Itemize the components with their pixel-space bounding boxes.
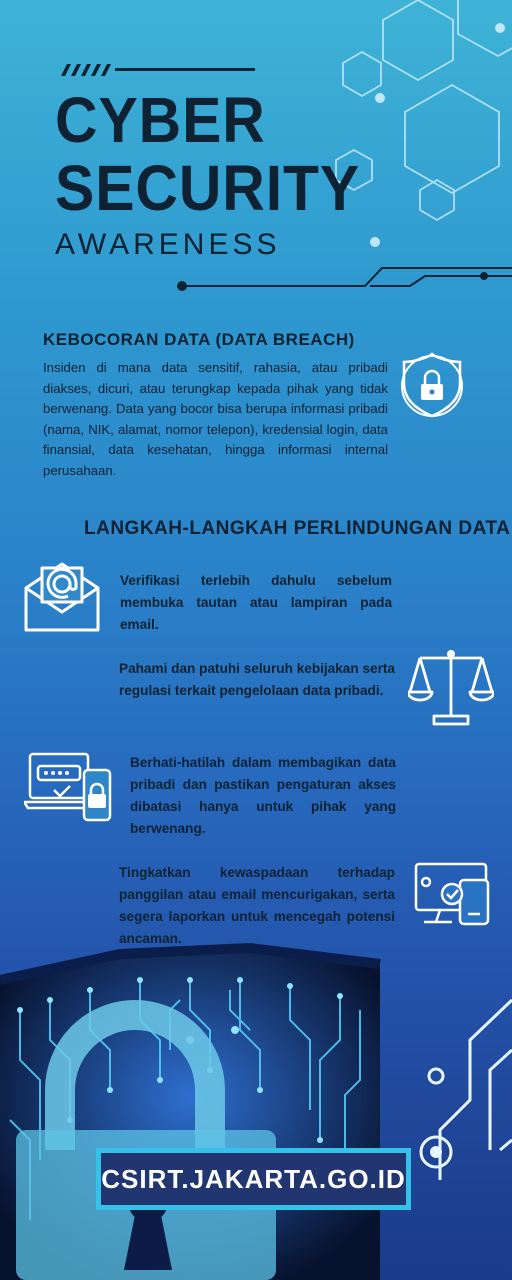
title-security: SECURITY xyxy=(55,152,361,224)
step-3-text: Berhati-hatilah dalam membagikan data pribadi dan pastikan pengaturan akses dibatasi hanya untuk pihak yang berwenang. xyxy=(130,755,396,836)
section-heading-protection-steps: LANGKAH-LANGKAH PERLINDUNGAN DATA xyxy=(84,518,511,539)
shield-lock-icon xyxy=(396,348,468,420)
circuit-lock-illustration xyxy=(0,940,512,1280)
stripe-accent-icon xyxy=(55,62,265,78)
verified-screen-icon xyxy=(412,860,492,930)
password-devices-icon xyxy=(24,750,114,824)
step-1-text: Verifikasi terlebih dahulu sebelum membuka tautan atau lampiran pada email. xyxy=(120,573,392,632)
step-4-text: Tingkatkan kewaspadaan terhadap panggilan atau email mencurigakan, serta segera laporkan untuk mencegah potensi ancaman. xyxy=(119,865,395,946)
scales-icon xyxy=(408,646,494,728)
circuit-line-decoration xyxy=(170,262,512,302)
csirt-url-text: CSIRT.JAKARTA.GO.ID xyxy=(101,1163,406,1194)
step-2-text: Pahami dan patuhi seluruh kebijakan serta regulasi terkait pengelolaan data pribadi. xyxy=(119,661,395,698)
title-awareness: AWARENESS xyxy=(55,228,281,261)
title-cyber: CYBER xyxy=(55,84,266,156)
data-breach-description: Insiden di mana data sensitif, rahasia, atau pribadi diakses, dicuri, atau terungkap kepada pihak yang tidak berwenang. Data yang bocor bisa berupa informasi pribadi (nama, NIK, alamat, nomor telepon), kredensial login, data finansial, data kesehatan, hingga informasi internal perusahaan. xyxy=(43,360,388,478)
email-at-icon xyxy=(22,556,102,636)
csirt-url-banner xyxy=(96,1148,411,1210)
section-heading-data-breach: KEBOCORAN DATA (DATA BREACH) xyxy=(43,330,355,349)
